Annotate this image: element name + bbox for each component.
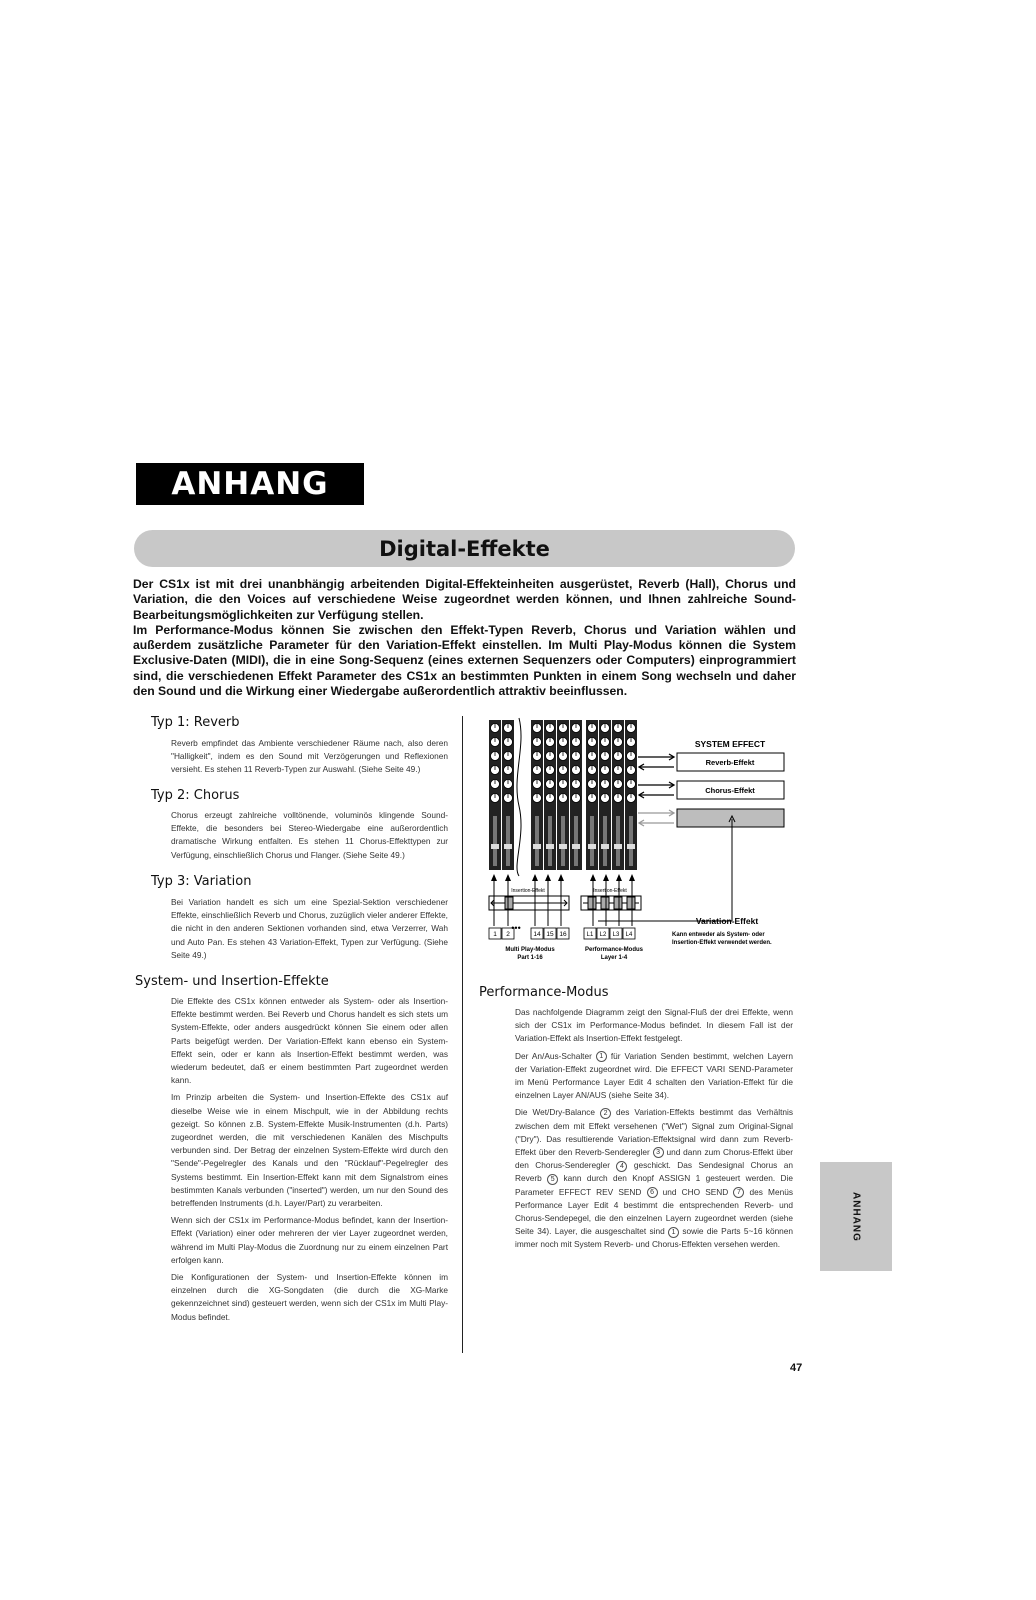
channel-strip <box>531 720 543 870</box>
text-run: Der An/Aus-Schalter <box>515 1050 592 1061</box>
column-divider <box>462 716 463 1353</box>
section-banner: ANHANG <box>136 463 364 505</box>
paragraph: Wenn sich der CS1x im Performance-Modus befindet, kann der Insertion-Effekt (Variation) einer oder mehreren der vier Layer zugeordnet werden, während im Multi Play-Modus die Zuordnung nur zu einem einzelnen Part erfolgen kann. <box>171 1215 448 1265</box>
intro-paragraph: Im Performance-Modus können Sie zwischen den Effekt-Typen Reverb, Chorus und Variation wählen und außerdem zusätzliche Parameter für den Variation-Effekt einstellen. Im Multi Play-Modus können die System Exclusive-Daten (MIDI), die in eine Song-Sequenz (eines externen Sequenzers oder Computers) einprogrammiert sind, die verschiedenen Effekt Parameter des CS1x an bestimmten Punkten in einem Song wechseln und daher den Sound und die Wirkung einer Wiedergabe außerordentlich attraktiv beeinflussen. <box>133 622 796 699</box>
fader-cap <box>572 844 580 849</box>
heading-system-insertion: System- und Insertion-Effekte <box>135 974 329 989</box>
fader-slot <box>603 816 607 866</box>
heading-chorus: Typ 2: Chorus <box>151 788 240 803</box>
insertion-label-right: Insertion-Effekt <box>593 888 627 894</box>
text-run: des Variation-Effekts bestimmt das Verhältnis zwischen dem mit Effekt versehenen ("Wet") Signal zum Original-Signal ("Dry"). Das resultierende Variation-Effektsignal wird dann zum Reverb-Effekt über den Reverb-Senderegler <box>515 1107 794 1158</box>
paragraph: Die Effekte des CS1x können entweder als System- oder als Insertion-Effekte bestimmt werden. Bei Reverb und Chorus handelt es sich stets um System-Effekte, oder anders ausgedrückt können Sie einem oder allen Parts beigefügt werden. Der Variation-Effekt kann ebenso ein System-Effekt sein, oder er kann als Insertion-Effekt bestimmt werden, was wiederum bedeutet, daß er einem bestimmten Part zugeordnet werden kann. <box>171 996 448 1086</box>
fader-slot <box>548 816 552 866</box>
paragraph: Im Prinzip arbeiten die System- und Insertion-Effekte des CS1x auf dieselbe Weise wie in einem Mischpult, wie in der Abbildung rechts gezeigt. So können z.B. System-Effekte Musik-Instrumenten (d.h. Parts) zugeordnet werden, die mit verschiedenen Kanälen des Mischpults verbunden sind. Der Betrag der einzelnen System-Effekte wird durch den "Sende"-Pegelregler des Kanals und den "Rücklauf"-Pegelregler des Systems bestimmt. Ein Insertion-Effekt kann mit dem Signalstrom eines bestimmten Kanals verbunden ("inserted") werden, um nur den Sound des betreffenden Instruments (d.h. Layer/Part) zu verarbeiten. <box>171 1092 448 1209</box>
part-box-label: 2 <box>506 931 510 938</box>
paragraph <box>515 1050 793 1103</box>
variation-send-arrows <box>638 810 674 826</box>
text-run: des Menüs Performance Layer Edit 4 bestimmt die entsprechenden Reverb- und Chorus-Sendepegel, die den einzelnen Layern zugeordnet werden (siehe Seite 34). Layer, die ausgeschaltet sind <box>515 1186 793 1237</box>
chorus-effect-label: Chorus-Effekt <box>705 786 755 795</box>
performance-text <box>515 1006 793 1256</box>
paragraph: Das nachfolgende Diagramm zeigt den Signal-Fluß der drei Effekte, wenn sich der CS1x im Performance-Modus befindet. In diesem Fall ist der Variation-Effekt als Insertion-Effekt festgelegt. <box>515 1007 793 1044</box>
send-return-arrows <box>638 754 674 798</box>
fader-slot <box>574 816 578 866</box>
fader-cap <box>614 844 622 849</box>
part-box-label: 14 <box>533 931 541 938</box>
effects-signal-flow-diagram <box>480 716 800 966</box>
multi-play-parts-label: Part 1-16 <box>517 955 543 961</box>
heading-variation: Typ 3: Variation <box>151 874 252 889</box>
marker-4: 4 <box>616 1161 627 1172</box>
part-box-label: 15 <box>546 931 554 938</box>
marker-2: 2 <box>600 1108 611 1119</box>
part-box-label: 1 <box>493 931 497 938</box>
marker-6: 6 <box>647 1187 658 1198</box>
paragraph: Die Konfigurationen der System- und Insertion-Effekte können im einzelnen durch die XG-Songdaten (die durch die XG-Marke gekennzeichnet sind) gesteuert werden, wenn sich der CS1x im Multi Play-Modus befindet. <box>171 1272 448 1322</box>
fader-cap <box>601 844 609 849</box>
fader-slot <box>493 816 497 866</box>
text-run: und dann zum Chorus-Effekt über den Chorus-Senderegler <box>515 1147 794 1171</box>
fader-cap <box>588 844 596 849</box>
insertion-label-left: Insertion-Effekt <box>511 888 545 894</box>
channel-strip <box>544 720 556 870</box>
performance-layers-label: Layer 1-4 <box>600 955 628 961</box>
fader-cap <box>504 844 512 849</box>
fader-cap <box>627 844 635 849</box>
performance-mode-label: Performance-Modus <box>584 947 644 953</box>
fader-cap <box>491 844 499 849</box>
marker-3: 3 <box>653 1147 664 1158</box>
chorus-text: Chorus erzeugt zahlreiche volltönende, voluminös klingende Sound-Effekte, die besonders bei Stereo-Wiedergabe eine außerordentlich dramatische Wirkung entfalten. Es stehen 11 Chorus-Effekttypen zur Verfügung, einschließlich Chorus und Flanger. (Siehe Seite 49.) <box>171 810 448 860</box>
variation-note-line1: Kann entweder als System- oder <box>672 932 765 938</box>
heading-reverb: Typ 1: Reverb <box>151 715 240 730</box>
fader-slot <box>629 816 633 866</box>
multi-play-label: Multi Play-Modus <box>505 947 555 953</box>
fader-slot <box>506 816 510 866</box>
system-effect-label: SYSTEM EFFECT <box>694 739 766 749</box>
system-insertion-text <box>171 995 448 1328</box>
paragraph <box>515 1106 793 1251</box>
ellipsis: ••• <box>511 923 521 933</box>
fader-slot <box>616 816 620 866</box>
insertion-left-group <box>489 888 569 910</box>
layer-box-label: L1 <box>586 932 594 938</box>
part-box-label: 16 <box>559 931 567 938</box>
text-run: und CHO SEND <box>662 1186 729 1197</box>
text-run: kann durch den Knopf ASSIGN 1 gesteuert werden. Die Parameter EFFECT REV SEND <box>515 1173 793 1197</box>
heading-performance-mode: Performance-Modus <box>479 985 609 1000</box>
channel-strip <box>557 720 569 870</box>
fader-slot <box>561 816 565 866</box>
fader-cap <box>533 844 541 849</box>
reverb-effect-label: Reverb-Effekt <box>705 758 755 767</box>
fader-slot <box>590 816 594 866</box>
side-tab-label: ANHANG <box>850 1191 862 1242</box>
marker-1: 1 <box>596 1051 607 1062</box>
layer-box-label: L2 <box>599 932 607 938</box>
channel-strip <box>502 720 514 870</box>
page-number: 47 <box>790 1362 803 1374</box>
text-run: für Variation Senden bestimmt, welchen Layern der Variation-Effekt zugeordnet wird. Die EFFECT VARI SEND-Parameter im Menü Performance Layer Edit 4 schalten den Variation-Effekt für die einzelnen Layer AN/AUS (siehe Seite 34). <box>515 1050 793 1101</box>
marker-1: 1 <box>668 1227 679 1238</box>
fader-cap <box>559 844 567 849</box>
channel-strip <box>625 720 637 870</box>
channel-strip <box>612 720 624 870</box>
channel-strip <box>599 720 611 870</box>
intro-text <box>133 577 796 699</box>
intro-paragraph: Der CS1x ist mit drei unanbhängig arbeitenden Digital-Effekteinheiten ausgerüstet, Reverb (Hall), Chorus und Variation, die den Voices auf verschiedene Weise zugeordnet werden können, und Ihnen zahlreiche Sound-Bearbeitungsmöglichkeiten zur Verfügung stellen. <box>133 577 796 622</box>
marker-7: 7 <box>733 1187 744 1198</box>
marker-5: 5 <box>547 1174 558 1185</box>
mixer-channel-strips <box>489 720 637 870</box>
channel-strip <box>570 720 582 870</box>
text-run: Die Wet/Dry-Balance <box>515 1107 596 1118</box>
reverb-text: Reverb empfindet das Ambiente verschiedener Räume nach, also deren "Halligkeit", indem es den Sound mit Verzögerungen und Reflexionen versieht. Es stehen 11 Reverb-Typen zur Auswahl. (Siehe Seite 49.) <box>171 738 448 775</box>
text-run: geschickt. Das Sendesignal Chorus an Reverb <box>515 1160 793 1184</box>
variation-note-line2: Insertion-Effekt verwendet werden. <box>672 940 772 946</box>
variation-text: Bei Variation handelt es sich um eine Spezial-Sektion verschiedener Effekte, einschließlich Reverb und Chorus, zuzüglich vieler anderer Effekte, die nicht in den anderen Sektionen vorhanden sind, etwa Verzerrer, Wah und Auto Pan. Es stehen 43 Variation-Effekt, Typen zur Verfügung. (Siehe Seite 49.) <box>171 897 448 960</box>
fader-slot <box>535 816 539 866</box>
fader-cap <box>546 844 554 849</box>
channel-strip <box>586 720 598 870</box>
text-run: sowie die Parts 5~16 können immer noch mit System Reverb- und Chorus-Effekten versehen werden. <box>515 1226 794 1250</box>
layer-box-label: L3 <box>612 932 620 938</box>
page-title: Digital-Effekte <box>379 537 550 561</box>
variation-effect-label: Variation-Effekt <box>695 916 759 926</box>
layer-box-label: L4 <box>625 932 633 938</box>
channel-strip <box>489 720 501 870</box>
